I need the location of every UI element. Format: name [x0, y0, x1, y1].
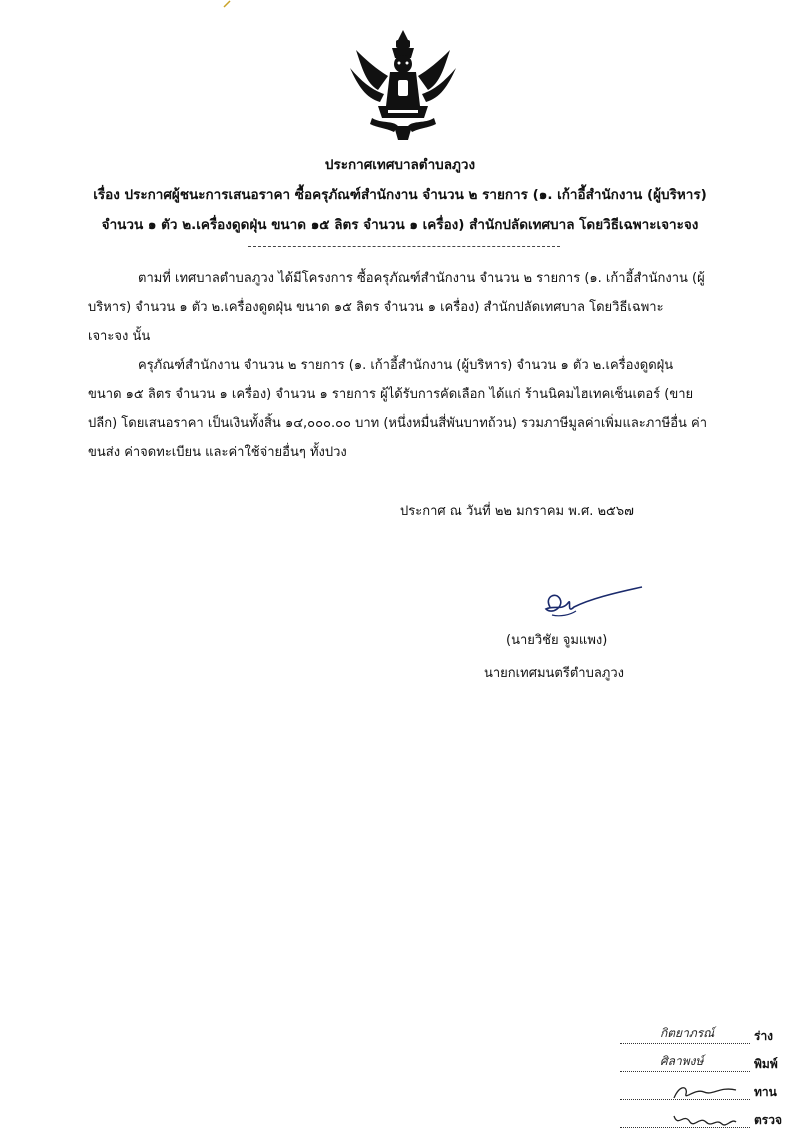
footer-row-print	[620, 1052, 790, 1074]
footer-row-draft	[620, 1024, 790, 1046]
initials-scribble	[670, 1082, 740, 1102]
initials-scribble	[670, 1108, 740, 1130]
footer-label: พิมพ์	[754, 1057, 778, 1071]
footer-label: ทาน	[754, 1085, 777, 1099]
footer-label: ร่าง	[754, 1029, 774, 1043]
footer-row-review	[620, 1080, 790, 1102]
subject-line-1: เรื่อง ประกาศผู้ชนะการเสนอราคา ซื้อครุภัณฑ์สำนักงาน จำนวน ๒ รายการ (๑. เก้าอี้สำนักงาน (ผู้บริหาร)	[93, 187, 707, 203]
separator-line	[248, 246, 560, 247]
footer-initials: ศิลาพงษ์	[660, 1054, 704, 1068]
paragraph-2-line-3: ปลีก) โดยเสนอราคา เป็นเงินทั้งสิ้น ๑๔,๐๐๐.๐๐ บาท (หนึ่งหมื่นสี่พันบาทถ้วน) รวมภาษีมูลค่าเพิ่มและภาษีอื่น ค่า	[88, 416, 708, 431]
document-title: ประกาศเทศบาลตำบลภูวง	[324, 157, 476, 173]
footer-initials: กิตยาภรณ์	[660, 1026, 715, 1040]
paragraph-1-line-3: เจาะจง นั้น	[88, 329, 151, 344]
signer-name: (นายวิชัย จูมแพง)	[506, 633, 608, 648]
paragraph-1-line-1: ตามที่ เทศบาลตำบลภูวง ได้มีโครงการ ซื้อครุภัณฑ์สำนักงาน จำนวน ๒ รายการ (๑. เก้าอี้สำนักงาน (ผู้	[138, 271, 705, 286]
dotted-line	[620, 1071, 750, 1072]
subject-line-2: จำนวน ๑ ตัว ๒.เครื่องดูดฝุ่น ขนาด ๑๕ ลิตร จำนวน ๑ เครื่อง) สำนักปลัดเทศบาล โดยวิธีเฉพาะเจาะจง	[101, 217, 699, 233]
paragraph-2-line-1: ครุภัณฑ์สำนักงาน จำนวน ๒ รายการ (๑. เก้าอี้สำนักงาน (ผู้บริหาร) จำนวน ๑ ตัว ๒.เครื่องดูดฝุ่น	[138, 358, 674, 373]
footer-label: ตรวจ	[754, 1113, 783, 1127]
announcement-date: ประกาศ ณ วันที่ ๒๒ มกราคม พ.ศ. ๒๕๖๗	[400, 504, 634, 519]
footer-row-check	[620, 1108, 790, 1130]
paragraph-1-line-2: บริหาร) จำนวน ๑ ตัว ๒.เครื่องดูดฝุ่น ขนาด ๑๕ ลิตร จำนวน ๑ เครื่อง) สำนักปลัดเทศบาล โดยวิธีเฉพาะ	[88, 300, 664, 315]
dotted-line	[620, 1043, 750, 1044]
paragraph-2-line-4: ขนส่ง ค่าจดทะเบียน และค่าใช้จ่ายอื่นๆ ทั้งปวง	[88, 445, 347, 460]
signature-scribble	[530, 585, 650, 625]
signer-position: นายกเทศมนตรีตำบลภูวง	[484, 666, 624, 681]
garuda-emblem-icon	[348, 28, 458, 143]
corner-mark	[222, 0, 232, 8]
paragraph-2-line-2: ขนาด ๑๕ ลิตร จำนวน ๑ เครื่อง) จำนวน ๑ รายการ ผู้ได้รับการคัดเลือก ได้แก่ ร้านนิคมไฮเทคเซ็นเตอร์ (ขาย	[88, 387, 694, 402]
